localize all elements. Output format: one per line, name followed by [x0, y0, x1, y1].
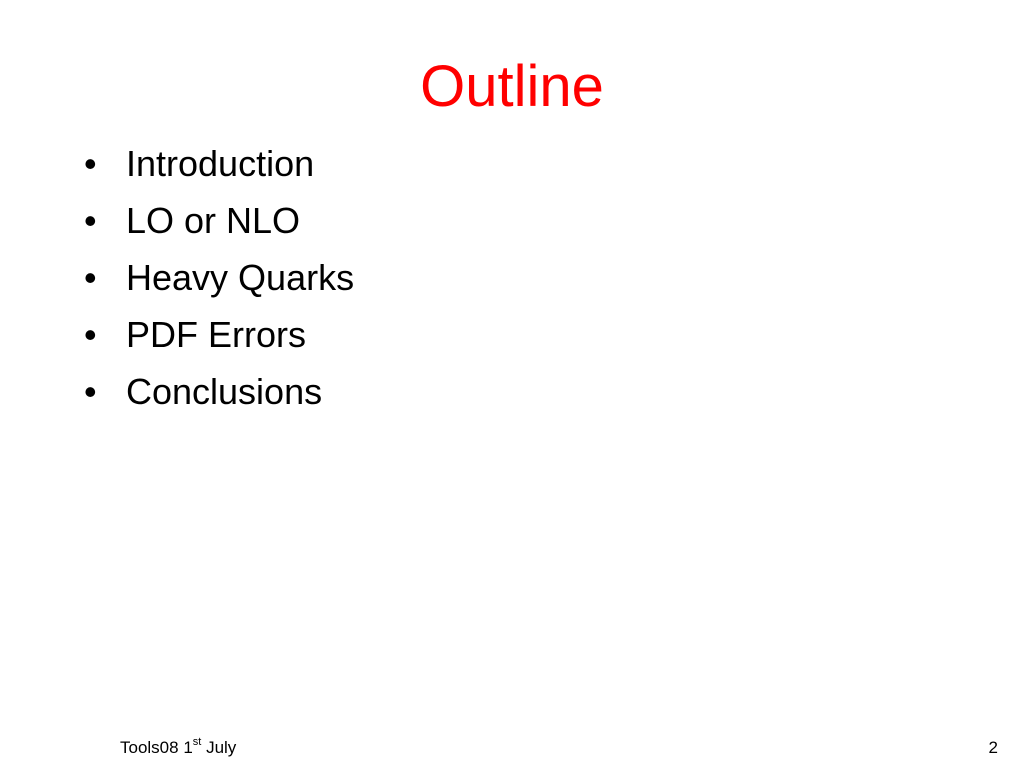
bullet-text: Introduction — [126, 143, 315, 184]
bullet-marker-icon: • — [84, 200, 97, 241]
footer-event-superscript: st — [192, 736, 202, 749]
footer-event-date — [120, 737, 236, 759]
bullet-marker-icon: • — [84, 257, 97, 298]
footer-event-suffix: July — [201, 738, 237, 757]
list-item — [84, 368, 354, 425]
slide-title: Outline — [420, 54, 604, 119]
bullet-text: LO or NLO — [126, 200, 301, 241]
bullet-list — [84, 140, 354, 425]
list-item — [84, 197, 354, 254]
bullet-marker-icon: • — [84, 371, 97, 412]
bullet-marker-icon: • — [84, 314, 97, 355]
list-item — [84, 254, 354, 311]
footer-event-prefix: Tools08 1 — [120, 738, 193, 757]
list-item — [84, 140, 354, 197]
bullet-text: Heavy Quarks — [126, 257, 355, 298]
bullet-text: PDF Errors — [126, 314, 306, 355]
bullet-marker-icon: • — [84, 143, 97, 184]
page-number: 2 — [988, 738, 998, 757]
bullet-text: Conclusions — [126, 371, 323, 412]
list-item — [84, 311, 354, 368]
